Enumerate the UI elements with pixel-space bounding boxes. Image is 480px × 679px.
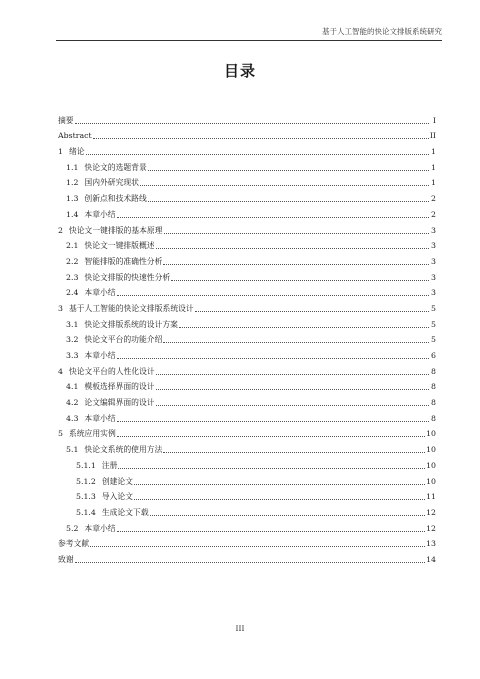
toc-entry-number: 1.2: [66, 178, 79, 188]
toc-entry-number: 5.1.1: [76, 460, 96, 470]
toc-entry[interactable]: [58, 251, 436, 267]
toc-entry-number: 2.4: [66, 288, 79, 298]
toc-entry-number: 3.1: [66, 319, 79, 329]
toc-entry[interactable]: [58, 487, 436, 503]
toc-entry-page: 3: [431, 225, 436, 235]
toc-entry[interactable]: [58, 267, 436, 283]
toc-dot-leader: [171, 280, 429, 281]
toc-entry-label: 本章小结: [84, 209, 116, 219]
toc-entry-label: 绪论: [68, 147, 85, 157]
toc-entry-page: 12: [426, 523, 436, 533]
toc-entry-page: 1: [431, 178, 436, 188]
toc-dot-leader: [134, 499, 425, 500]
toc-entry-label: 快论文排版的快速性分析: [84, 272, 171, 282]
toc-dot-leader: [117, 217, 429, 218]
toc-dot-leader: [163, 264, 429, 265]
table-of-contents: [58, 110, 436, 565]
toc-dot-leader: [86, 154, 429, 155]
toc-entry-label: 快论文的选题背景: [84, 162, 147, 172]
page-title: 目录: [223, 62, 256, 80]
toc-entry-number: 2.2: [66, 256, 79, 266]
toc-dot-leader: [163, 342, 429, 343]
toc-entry-page: 10: [426, 445, 436, 455]
toc-entry-number: 3.3: [66, 351, 79, 360]
toc-entry-number: 4.2: [66, 398, 79, 408]
toc-entry-number: 4.3: [66, 413, 79, 423]
toc-entry-number: 4.1: [66, 382, 79, 392]
toc-entry[interactable]: [58, 126, 436, 142]
toc-dot-leader: [156, 248, 429, 249]
toc-entry-label: 国内外研究现状: [84, 178, 139, 188]
toc-entry-label: 导入论文: [101, 492, 134, 502]
toc-entry-label: 快论文一键排版概述: [84, 241, 155, 251]
toc-entry-label: 本章小结: [84, 523, 116, 533]
toc-entry-page: 11: [426, 492, 436, 502]
toc-entry[interactable]: [58, 298, 436, 314]
toc-entry[interactable]: [58, 345, 436, 361]
toc-entry-number: 5.1.3: [76, 492, 96, 502]
toc-entry-label: 本章小结: [84, 413, 116, 423]
toc-dot-leader: [75, 562, 425, 563]
toc-entry-number: 2.3: [66, 272, 79, 282]
toc-dot-leader: [156, 405, 429, 406]
toc-entry-number: 1.4: [66, 209, 79, 219]
toc-entry-page: 2: [431, 209, 436, 219]
toc-entry-number: 3.2: [66, 335, 79, 345]
toc-entry-label: 本章小结: [84, 351, 116, 360]
toc-entry-label: Abstract: [58, 131, 92, 141]
toc-entry[interactable]: [58, 173, 436, 189]
toc-entry-number: 1.1: [66, 162, 79, 172]
toc-entry-page: 3: [431, 256, 436, 266]
toc-dot-leader: [75, 123, 429, 124]
toc-entry[interactable]: [58, 330, 436, 346]
toc-entry-page: 10: [426, 460, 436, 470]
toc-dot-leader: [164, 233, 429, 234]
toc-entry-page: 3: [431, 241, 436, 251]
toc-entry-number: 2: [58, 225, 63, 235]
toc-entry-number: 5.2: [66, 523, 79, 533]
toc-entry-page: 10: [426, 476, 436, 486]
toc-entry-page: 5: [431, 335, 436, 345]
toc-dot-leader: [117, 436, 425, 437]
toc-entry-page: 5: [431, 319, 436, 329]
toc-dot-leader: [179, 327, 429, 328]
toc-entry-page: 8: [431, 413, 436, 423]
header-rule: [56, 40, 442, 41]
toc-dot-leader: [156, 374, 429, 375]
toc-entry[interactable]: [58, 455, 436, 471]
toc-entry[interactable]: [58, 439, 436, 455]
toc-entry[interactable]: [58, 392, 436, 408]
toc-entry[interactable]: [58, 424, 436, 440]
toc-dot-leader: [134, 484, 425, 485]
toc-entry-number: 5: [58, 429, 63, 439]
toc-entry-label: 快论文平台的功能介绍: [84, 335, 163, 345]
toc-entry-label: 参考文献: [58, 539, 90, 549]
toc-entry-page: 6: [431, 351, 436, 360]
toc-dot-leader: [140, 185, 429, 186]
toc-entry-page: 5: [431, 303, 436, 313]
toc-entry-page: 3: [431, 272, 436, 282]
toc-dot-leader: [117, 531, 425, 532]
toc-entry[interactable]: [58, 157, 436, 173]
toc-dot-leader: [117, 358, 429, 359]
toc-entry-page: II: [429, 131, 436, 141]
toc-entry-label: 快论文排版系统的设计方案: [84, 319, 178, 329]
toc-entry[interactable]: [58, 502, 436, 518]
toc-entry[interactable]: [58, 141, 436, 157]
toc-entry-number: 4: [58, 366, 63, 376]
toc-dot-leader: [150, 515, 425, 516]
toc-entry-page: 3: [431, 288, 436, 298]
toc-entry-label: 智能排版的准确性分析: [84, 256, 163, 266]
toc-dot-leader: [163, 452, 425, 453]
toc-entry-page: 10: [426, 429, 436, 439]
toc-entry-label: 论文编辑界面的设计: [84, 398, 155, 408]
toc-dot-leader: [195, 311, 429, 312]
toc-entry-label: 创建论文: [101, 476, 134, 486]
toc-entry-number: 5.1.2: [76, 476, 96, 486]
toc-entry-label: 生成论文下载: [101, 507, 149, 517]
toc-entry-page: 12: [426, 507, 436, 517]
toc-entry[interactable]: [58, 188, 436, 204]
toc-entry[interactable]: [58, 408, 436, 424]
toc-entry-page: 14: [426, 554, 436, 564]
toc-entry-number: 1: [58, 147, 63, 157]
toc-entry-label: 快论文平台的人性化设计: [68, 366, 155, 376]
toc-entry-label: 摘要: [58, 115, 74, 125]
running-header: 基于人工智能的快论文排版系统研究: [322, 27, 442, 36]
toc-dot-leader: [148, 170, 429, 171]
toc-entry-label: 快论文一键排版的基本原理: [68, 225, 163, 235]
toc-entry-label: 快论文系统的使用方法: [84, 445, 163, 455]
toc-entry-label: 注册: [101, 460, 118, 470]
toc-dot-leader: [148, 201, 429, 202]
toc-entry-page: I: [432, 115, 436, 125]
page-number: III: [235, 624, 245, 633]
toc-entry-label: 基于人工智能的快论文排版系统设计: [68, 303, 194, 313]
toc-entry[interactable]: [58, 236, 436, 252]
toc-entry[interactable]: [58, 283, 436, 299]
toc-entry[interactable]: [58, 549, 436, 565]
toc-dot-leader: [93, 138, 429, 139]
toc-entry-page: 8: [431, 382, 436, 392]
toc-dot-leader: [118, 468, 425, 469]
toc-entry[interactable]: [58, 204, 436, 220]
toc-entry-page: 1: [431, 147, 436, 157]
toc-entry[interactable]: [58, 361, 436, 377]
toc-entry[interactable]: [58, 471, 436, 487]
toc-entry[interactable]: [58, 534, 436, 550]
toc-entry-number: 5.1.4: [76, 507, 96, 517]
toc-entry-page: 13: [426, 539, 436, 549]
toc-entry[interactable]: [58, 518, 436, 534]
toc-dot-leader: [90, 546, 425, 547]
toc-dot-leader: [117, 421, 429, 422]
toc-entry-number: 5.1: [66, 445, 79, 455]
toc-entry-page: 8: [431, 366, 436, 376]
toc-entry-label: 本章小结: [84, 288, 116, 298]
toc-dot-leader: [117, 295, 429, 296]
toc-entry-number: 2.1: [66, 241, 79, 251]
toc-entry[interactable]: [58, 220, 436, 236]
toc-entry[interactable]: [58, 314, 436, 330]
toc-dot-leader: [156, 389, 429, 390]
toc-entry-label: 模板选择界面的设计: [84, 382, 155, 392]
toc-entry[interactable]: [58, 110, 436, 126]
toc-entry-number: 3: [58, 303, 63, 313]
toc-entry-label: 创新点和技术路线: [84, 194, 147, 204]
toc-entry-label: 致谢: [58, 554, 74, 564]
toc-entry-number: 1.3: [66, 194, 79, 204]
toc-entry-page: 2: [431, 194, 436, 204]
toc-entry-page: 8: [431, 398, 436, 408]
toc-entry-label: 系统应用实例: [68, 429, 116, 439]
toc-entry-page: 1: [431, 162, 436, 172]
toc-entry[interactable]: [58, 377, 436, 393]
